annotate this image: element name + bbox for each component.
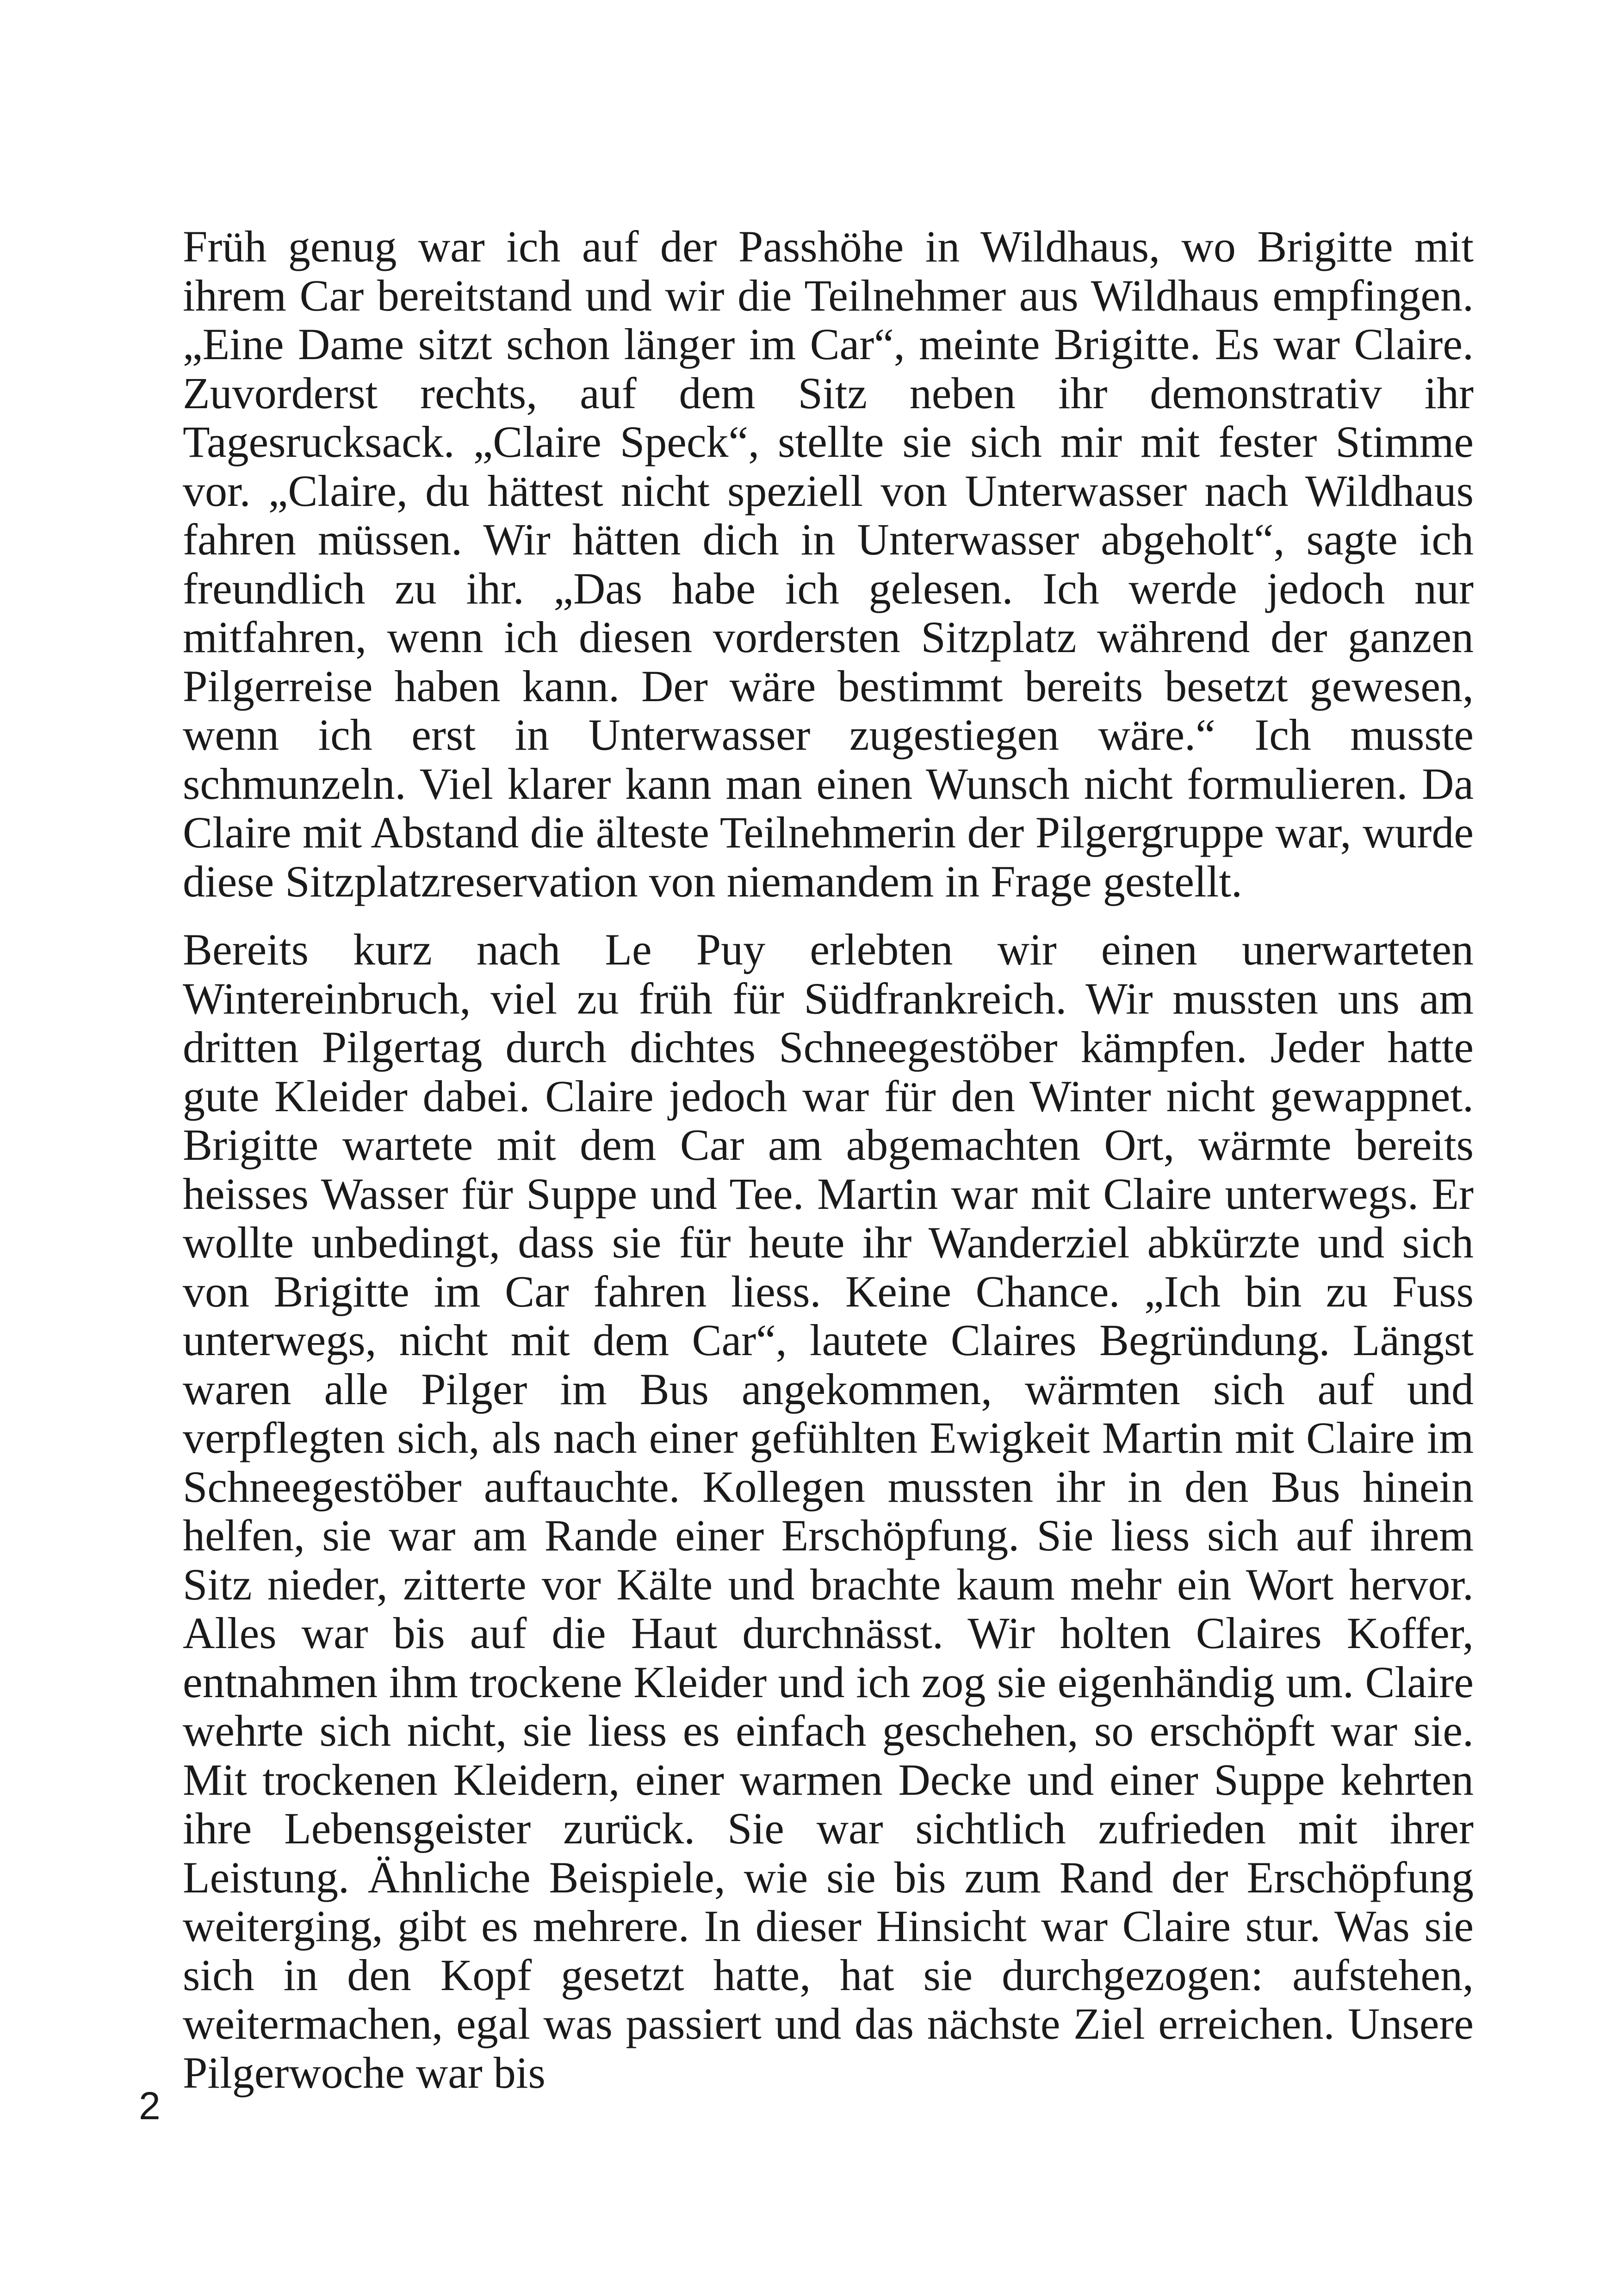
- paragraph-2: Bereits kurz nach Le Puy erlebten wir einen unerwarteten Wintereinbruch, viel zu früh für Südfrankreich. Wir mussten uns am dritten Pilgertag durch dichtes Schneegestöber kämpfen. Jeder hatte gute Kleider dabei. Claire jedoch war für den Winter nicht gewappnet. Brigitte wartete mit dem Car am abgemachten Ort, wärmte bereits heisses Wasser für Suppe und Tee. Martin war mit Claire unterwegs. Er wollte unbedingt, dass sie für heute ihr Wanderziel abkürzte und sich von Brigitte im Car fahren liess. Keine Chance. „Ich bin zu Fuss unterwegs, nicht mit dem Car“, lautete Claires Begründung. Längst waren alle Pilger im Bus angekommen, wärmten sich auf und verpflegten sich, als nach einer gefühlten Ewigkeit Martin mit Claire im Schneegestöber auftauchte. Kollegen mussten ihr in den Bus hinein helfen, sie war am Rande einer Erschöpfung. Sie liess sich auf ihrem Sitz nieder, zitterte vor Kälte und brachte kaum mehr ein Wort hervor. Alles war bis auf die Haut durchnässt. Wir holten Claires Koffer, entnahmen ihm trockene Kleider und ich zog sie eigenhändig um. Claire wehrte sich nicht, sie liess es einfach geschehen, so erschöpft war sie. Mit trockenen Kleidern, einer warmen Decke und einer Suppe kehrten ihre Lebensgeister zurück. Sie war sichtlich zufrieden mit ihrer Leistung. Ähnliche Beispiele, wie sie bis zum Rand der Erschöpfung weiterging, gibt es mehrere. In dieser Hinsicht war Claire stur. Was sie sich in den Kopf gesetzt hatte, hat sie durchgezogen: aufstehen, weitermachen, egal was passiert und das nächste Ziel erreichen. Unsere Pilgerwoche war bis: [183, 925, 1474, 2097]
- body-text: [183, 222, 1474, 2097]
- page-number: 2: [139, 2084, 161, 2128]
- paragraph-1: Früh genug war ich auf der Passhöhe in Wildhaus, wo Brigitte mit ihrem Car bereitstand und wir die Teilnehmer aus Wildhaus empfingen. „Eine Dame sitzt schon länger im Car“, meinte Brigitte. Es war Claire. Zuvorderst rechts, auf dem Sitz neben ihr demonstrativ ihr Tagesrucksack. „Claire Speck“, stellte sie sich mir mit fester Stimme vor. „Claire, du hättest nicht speziell von Unterwasser nach Wildhaus fahren müssen. Wir hätten dich in Unterwasser abgeholt“, sagte ich freundlich zu ihr. „Das habe ich gelesen. Ich werde jedoch nur mitfahren, wenn ich diesen vordersten Sitzplatz während der ganzen Pilgerreise haben kann. Der wäre bestimmt bereits besetzt gewesen, wenn ich erst in Unterwasser zugestiegen wäre.“ Ich musste schmunzeln. Viel klarer kann man einen Wunsch nicht formulieren. Da Claire mit Abstand die älteste Teilnehmerin der Pilgergruppe war, wurde diese Sitzplatzreservation von niemandem in Frage gestellt.: [183, 222, 1474, 906]
